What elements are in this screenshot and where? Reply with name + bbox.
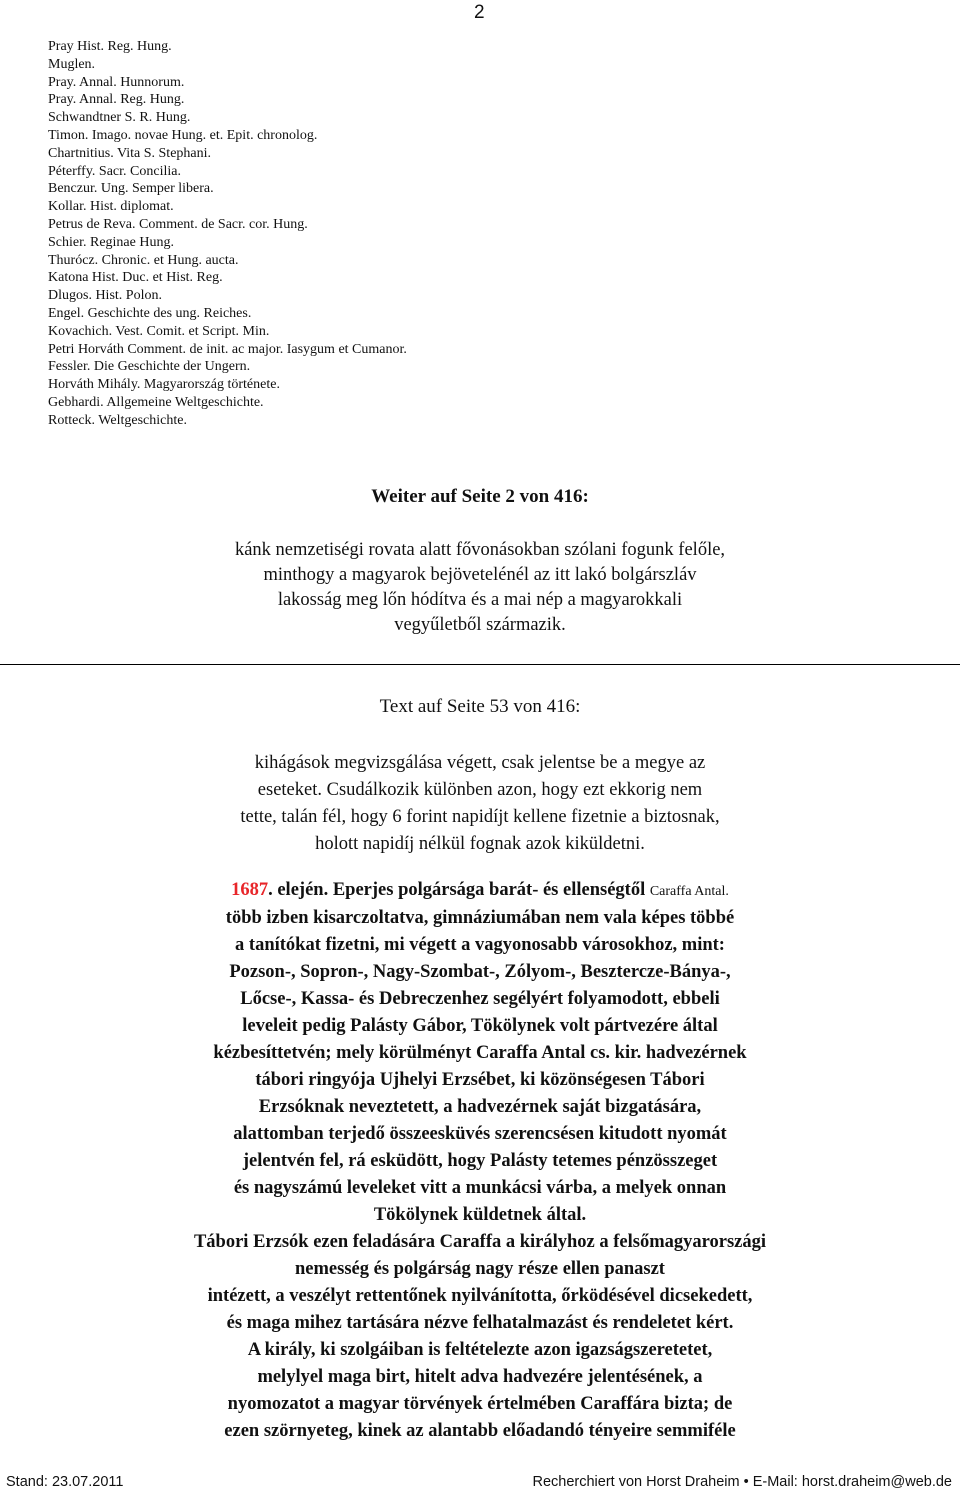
excerpt-line: eseteket. Csudálkozik különben azon, hogy ezt ekkorig nem [257,780,703,800]
main-line: és maga mihez tartására nézve felhatalmazást és rendeletet kért. [226,1313,734,1333]
page-footer [0,1474,960,1492]
excerpt-line: lakosság meg lőn hódítva és a mai nép a magyarokkali [277,590,683,610]
main-line: kézbesíttetvén; mely körülményt Caraffa Antal cs. kir. hadvezérnek [213,1043,747,1063]
excerpt-line: kánk nemzetiségi rovata alatt fővonásokban szólani fogunk felőle, [234,540,726,560]
reference-item: Horváth Mihály. Magyarország története. [48,377,280,393]
excerpt-page-53 [0,750,960,858]
main-line: jelentvén fel, rá esküdött, hogy Palásty tetemes pénzösszeget [242,1151,718,1171]
side-note: Caraffa Antal. [649,884,729,899]
footer-credit: Recherchiert von Horst Draheim • E-Mail: horst.draheim@web.de [532,1474,952,1490]
reference-item: Dlugos. Hist. Polon. [48,288,162,304]
first-line-text: . elején. Eperjes polgársága barát- és ellenségtől [268,880,646,900]
main-line: Lőcse-, Kassa- és Debreczenhez segélyért folyamodott, ebbeli [240,989,720,1009]
excerpt-line: minthogy a magyarok bejövetelénél az itt lakó bolgárszláv [263,565,697,585]
year-highlight: 1687 [231,880,269,900]
reference-item: Pray. Annal. Hunnorum. [48,74,185,90]
reference-item: Pray. Annal. Reg. Hung. [48,92,185,108]
excerpt-line: holott napidíj nélkül fognak azok kiküldetni. [315,834,645,854]
excerpt-line: vegyűletből származik. [394,615,566,635]
reference-item: Pray Hist. Reg. Hung. [48,39,172,54]
section-heading-page-53: Text auf Seite 53 von 416: [379,696,581,717]
main-line: ezen szörnyeteg, kinek az alantabb előadandó tényeire semmiféle [224,1421,736,1441]
main-line: leveleit pedig Palásty Gábor, Tökölynek volt pártvezére által [242,1016,718,1036]
main-line: intézett, a veszélyt rettentőnek nyilvánította, őrködésével dicsekedett, [207,1286,753,1306]
main-line: nyomozatot a magyar törvények értelmében Caraffára bizta; de [227,1394,733,1414]
reference-item: Schier. Reginae Hung. [48,234,174,250]
main-line: és nagyszámú leveleket vitt a munkácsi várba, a melyek onnan [233,1178,727,1198]
main-line: alattomban terjedő összeesküvés szerencsésen kitudott nyomát [233,1124,727,1144]
reference-item: Schwandtner S. R. Hung. [48,110,191,126]
footer-date: Stand: 23.07.2011 [6,1474,124,1490]
main-line: nemesség és polgárság nagy része ellen panaszt [295,1259,665,1279]
main-line: melylyel maga birt, hitelt adva hadvezére jelentésének, a [257,1367,703,1387]
main-line: a tanítókat fizetni, mi végett a vagyonosabb városokhoz, mint: [235,935,725,955]
excerpt-line: kihágások megvizsgálása végett, csak jelentse be a megye az [254,753,706,773]
reference-item: Petrus de Reva. Comment. de Sacr. cor. Hung. [48,216,308,232]
section-heading-page-2: Weiter auf Seite 2 von 416: [371,486,589,507]
reference-item: Chartnitius. Vita S. Stephani. [48,145,212,161]
reference-list [48,38,407,430]
main-line: Tökölynek küldetnek által. [373,1205,587,1225]
page-number: 2 [474,2,485,23]
reference-item: Kollar. Hist. diplomat. [48,199,174,215]
reference-item: Benczur. Ung. Semper libera. [48,181,214,197]
reference-item: Timon. Imago. novae Hung. et. Epit. chronolog. [48,127,318,143]
reference-item: Gebhardi. Allgemeine Weltgeschichte. [48,394,264,410]
main-line: tábori ringyója Ujhelyi Erzsébet, ki közönségesen Tábori [255,1070,705,1090]
reference-item: Rotteck. Weltgeschichte. [48,412,187,428]
main-line: több izben kisarczoltatva, gimnáziumában nem vala képes többé [225,908,735,928]
main-body-text [0,877,960,1445]
reference-item: Muglen. [48,56,96,72]
excerpt-page-2 [0,538,960,638]
reference-item: Petri Horváth Comment. de init. ac major. Iasygum et Cumanor. [48,341,407,357]
section-divider [0,664,960,665]
reference-item: Kovachich. Vest. Comit. et Script. Min. [48,323,270,339]
reference-item: Thurócz. Chronic. et Hung. aucta. [48,252,239,268]
main-line: Tábori Erzsók ezen feladására Caraffa a királyhoz a felsőmagyarországi [193,1232,767,1252]
main-first-line [0,877,960,905]
reference-item: Engel. Geschichte des ung. Reiches. [48,305,252,321]
main-line: Erzsóknak neveztetett, a hadvezérnek saját bizgatására, [258,1097,702,1117]
reference-item: Fessler. Die Geschichte der Ungern. [48,359,251,375]
reference-item: Katona Hist. Duc. et Hist. Reg. [48,270,223,286]
main-line: Pozson-, Sopron-, Nagy-Szombat-, Zólyom-, Besztercze-Bánya-, [229,962,731,982]
reference-item: Péterffy. Sacr. Concilia. [48,163,181,179]
main-line: A király, ki szolgáiban is feltételezte azon igazságszeretetet, [247,1340,713,1360]
excerpt-line: tette, talán fél, hogy 6 forint napidíjt kellene fizetnie a biztosnak, [240,807,720,827]
